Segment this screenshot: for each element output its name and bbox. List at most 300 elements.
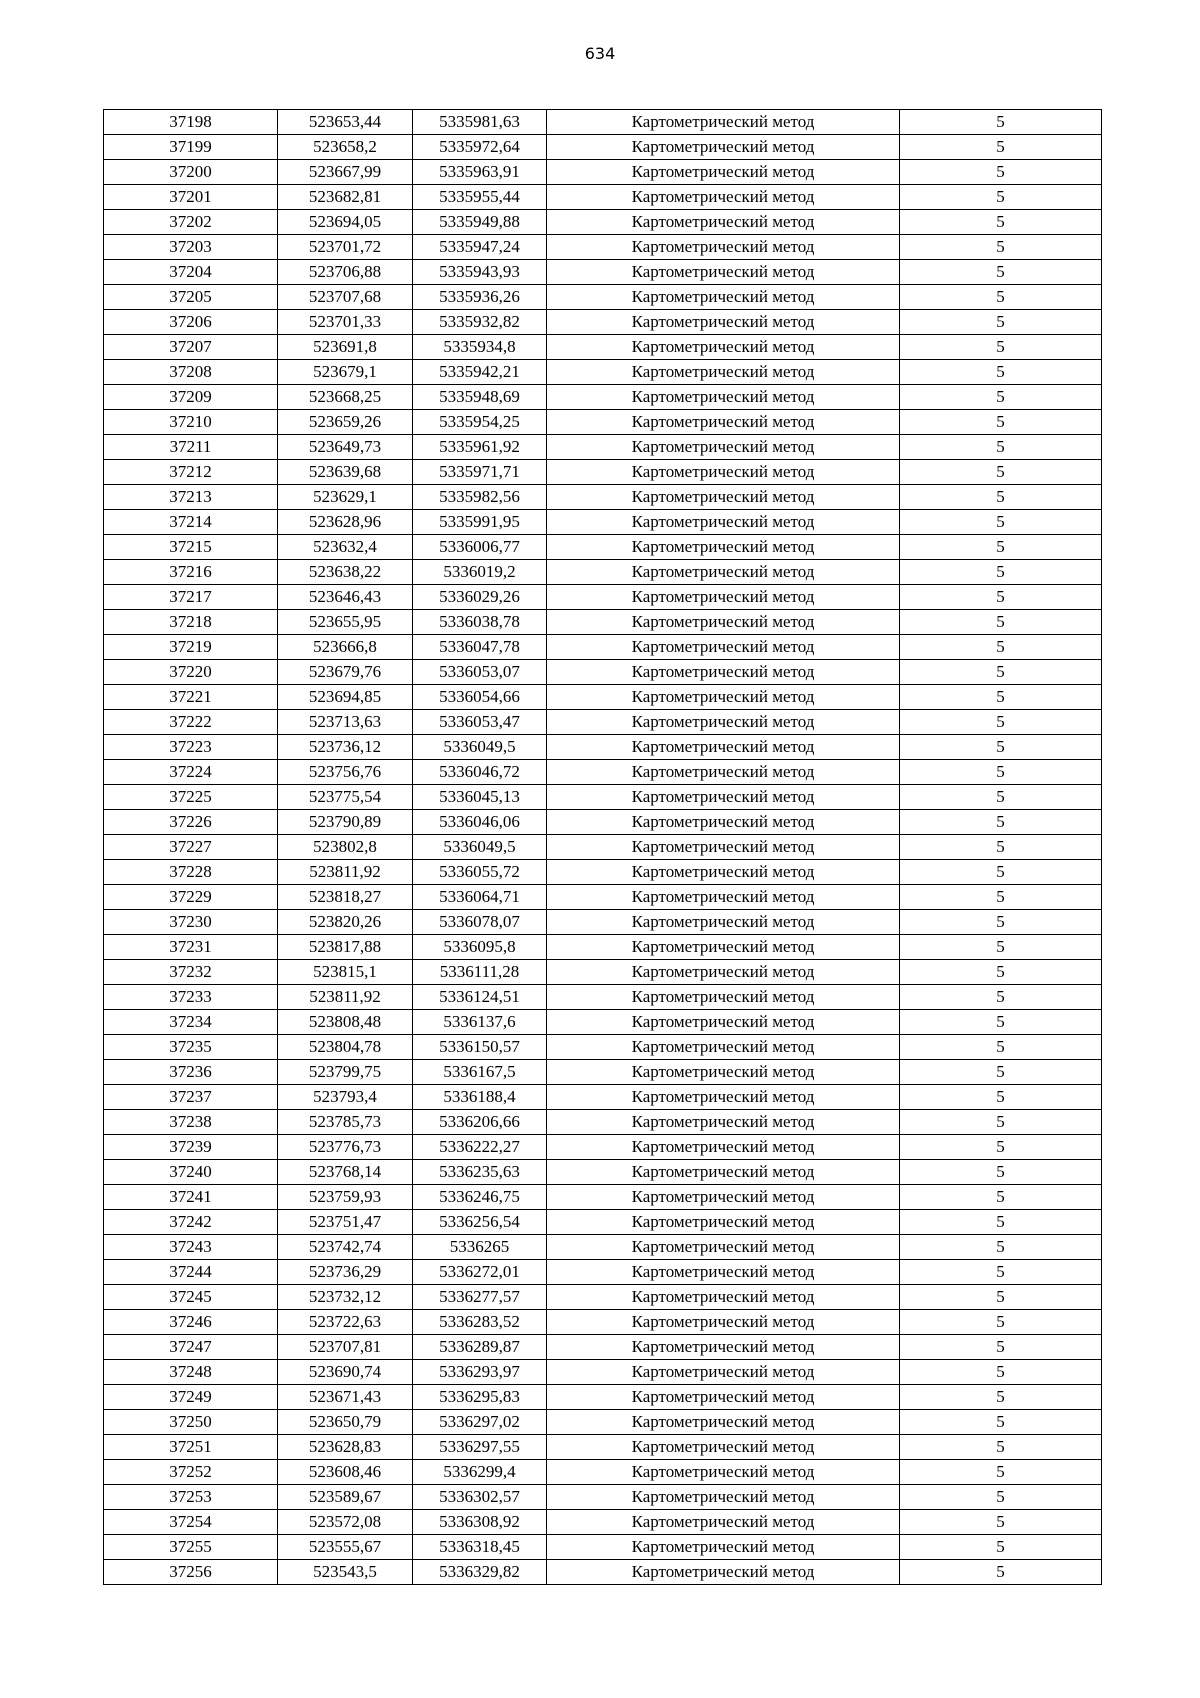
point-number-cell: 37233	[104, 985, 278, 1010]
accuracy-cell: 5	[900, 1235, 1102, 1260]
accuracy-cell: 5	[900, 310, 1102, 335]
table-row	[104, 1210, 1102, 1235]
method-cell: Картометрический метод	[547, 1060, 900, 1085]
y-coordinate-cell: 5336045,13	[413, 785, 547, 810]
y-coordinate-cell: 5336318,45	[413, 1535, 547, 1560]
point-number-cell: 37231	[104, 935, 278, 960]
y-coordinate-cell: 5335943,93	[413, 260, 547, 285]
accuracy-cell: 5	[900, 1260, 1102, 1285]
x-coordinate-cell: 523768,14	[278, 1160, 413, 1185]
accuracy-cell: 5	[900, 685, 1102, 710]
y-coordinate-cell: 5335991,95	[413, 510, 547, 535]
accuracy-cell: 5	[900, 1135, 1102, 1160]
point-number-cell: 37212	[104, 460, 278, 485]
table-row	[104, 560, 1102, 585]
y-coordinate-cell: 5336006,77	[413, 535, 547, 560]
x-coordinate-cell: 523543,5	[278, 1560, 413, 1585]
y-coordinate-cell: 5336299,4	[413, 1460, 547, 1485]
method-cell: Картометрический метод	[547, 910, 900, 935]
accuracy-cell: 5	[900, 360, 1102, 385]
method-cell: Картометрический метод	[547, 1210, 900, 1235]
point-number-cell: 37203	[104, 235, 278, 260]
method-cell: Картометрический метод	[547, 985, 900, 1010]
accuracy-cell: 5	[900, 910, 1102, 935]
table-row	[104, 1435, 1102, 1460]
accuracy-cell: 5	[900, 885, 1102, 910]
table-row	[104, 760, 1102, 785]
x-coordinate-cell: 523659,26	[278, 410, 413, 435]
accuracy-cell: 5	[900, 285, 1102, 310]
y-coordinate-cell: 5335981,63	[413, 110, 547, 135]
x-coordinate-cell: 523629,1	[278, 485, 413, 510]
y-coordinate-cell: 5336246,75	[413, 1185, 547, 1210]
point-number-cell: 37232	[104, 960, 278, 985]
table-row	[104, 1335, 1102, 1360]
method-cell: Картометрический метод	[547, 1185, 900, 1210]
method-cell: Картометрический метод	[547, 685, 900, 710]
y-coordinate-cell: 5336124,51	[413, 985, 547, 1010]
table-row	[104, 1035, 1102, 1060]
x-coordinate-cell: 523666,8	[278, 635, 413, 660]
accuracy-cell: 5	[900, 810, 1102, 835]
point-number-cell: 37219	[104, 635, 278, 660]
y-coordinate-cell: 5335932,82	[413, 310, 547, 335]
x-coordinate-cell: 523671,43	[278, 1385, 413, 1410]
table-row	[104, 860, 1102, 885]
point-number-cell: 37199	[104, 135, 278, 160]
y-coordinate-cell: 5336188,4	[413, 1085, 547, 1110]
accuracy-cell: 5	[900, 235, 1102, 260]
table-row	[104, 1485, 1102, 1510]
method-cell: Картометрический метод	[547, 1560, 900, 1585]
y-coordinate-cell: 5335949,88	[413, 210, 547, 235]
point-number-cell: 37243	[104, 1235, 278, 1260]
y-coordinate-cell: 5336222,27	[413, 1135, 547, 1160]
accuracy-cell: 5	[900, 710, 1102, 735]
point-number-cell: 37216	[104, 560, 278, 585]
table-row	[104, 960, 1102, 985]
method-cell: Картометрический метод	[547, 1110, 900, 1135]
point-number-cell: 37248	[104, 1360, 278, 1385]
method-cell: Картометрический метод	[547, 1010, 900, 1035]
x-coordinate-cell: 523790,89	[278, 810, 413, 835]
table-row	[104, 360, 1102, 385]
point-number-cell: 37211	[104, 435, 278, 460]
point-number-cell: 37204	[104, 260, 278, 285]
y-coordinate-cell: 5336137,6	[413, 1010, 547, 1035]
x-coordinate-cell: 523751,47	[278, 1210, 413, 1235]
accuracy-cell: 5	[900, 1310, 1102, 1335]
accuracy-cell: 5	[900, 510, 1102, 535]
table-row	[104, 260, 1102, 285]
point-number-cell: 37207	[104, 335, 278, 360]
point-number-cell: 37239	[104, 1135, 278, 1160]
x-coordinate-cell: 523650,79	[278, 1410, 413, 1435]
table-row	[104, 1110, 1102, 1135]
method-cell: Картометрический метод	[547, 760, 900, 785]
method-cell: Картометрический метод	[547, 585, 900, 610]
method-cell: Картометрический метод	[547, 735, 900, 760]
method-cell: Картометрический метод	[547, 610, 900, 635]
point-number-cell: 37202	[104, 210, 278, 235]
table-row	[104, 1185, 1102, 1210]
x-coordinate-cell: 523707,68	[278, 285, 413, 310]
accuracy-cell: 5	[900, 1360, 1102, 1385]
method-cell: Картометрический метод	[547, 435, 900, 460]
method-cell: Картометрический метод	[547, 710, 900, 735]
table-row	[104, 660, 1102, 685]
point-number-cell: 37205	[104, 285, 278, 310]
method-cell: Картометрический метод	[547, 635, 900, 660]
accuracy-cell: 5	[900, 210, 1102, 235]
y-coordinate-cell: 5336272,01	[413, 1260, 547, 1285]
accuracy-cell: 5	[900, 1285, 1102, 1310]
accuracy-cell: 5	[900, 460, 1102, 485]
table-row	[104, 1310, 1102, 1335]
y-coordinate-cell: 5336289,87	[413, 1335, 547, 1360]
table-row	[104, 535, 1102, 560]
point-number-cell: 37244	[104, 1260, 278, 1285]
y-coordinate-cell: 5336295,83	[413, 1385, 547, 1410]
y-coordinate-cell: 5336206,66	[413, 1110, 547, 1135]
table-row	[104, 410, 1102, 435]
x-coordinate-cell: 523804,78	[278, 1035, 413, 1060]
x-coordinate-cell: 523736,12	[278, 735, 413, 760]
point-number-cell: 37228	[104, 860, 278, 885]
y-coordinate-cell: 5336150,57	[413, 1035, 547, 1060]
point-number-cell: 37246	[104, 1310, 278, 1335]
x-coordinate-cell: 523759,93	[278, 1185, 413, 1210]
point-number-cell: 37245	[104, 1285, 278, 1310]
table-row	[104, 210, 1102, 235]
point-number-cell: 37241	[104, 1185, 278, 1210]
accuracy-cell: 5	[900, 385, 1102, 410]
table-row	[104, 635, 1102, 660]
method-cell: Картометрический метод	[547, 835, 900, 860]
table-row	[104, 935, 1102, 960]
table-row	[104, 1135, 1102, 1160]
point-number-cell: 37224	[104, 760, 278, 785]
method-cell: Картометрический метод	[547, 1510, 900, 1535]
x-coordinate-cell: 523713,63	[278, 710, 413, 735]
y-coordinate-cell: 5336283,52	[413, 1310, 547, 1335]
table-row	[104, 510, 1102, 535]
accuracy-cell: 5	[900, 860, 1102, 885]
table-row	[104, 460, 1102, 485]
method-cell: Картометрический метод	[547, 385, 900, 410]
method-cell: Картометрический метод	[547, 660, 900, 685]
method-cell: Картометрический метод	[547, 485, 900, 510]
point-number-cell: 37213	[104, 485, 278, 510]
method-cell: Картометрический метод	[547, 410, 900, 435]
accuracy-cell: 5	[900, 1485, 1102, 1510]
x-coordinate-cell: 523701,72	[278, 235, 413, 260]
x-coordinate-cell: 523722,63	[278, 1310, 413, 1335]
point-number-cell: 37237	[104, 1085, 278, 1110]
point-number-cell: 37208	[104, 360, 278, 385]
y-coordinate-cell: 5336049,5	[413, 835, 547, 860]
table-row	[104, 910, 1102, 935]
x-coordinate-cell: 523799,75	[278, 1060, 413, 1085]
point-number-cell: 37209	[104, 385, 278, 410]
method-cell: Картометрический метод	[547, 210, 900, 235]
y-coordinate-cell: 5336046,06	[413, 810, 547, 835]
accuracy-cell: 5	[900, 735, 1102, 760]
y-coordinate-cell: 5336046,72	[413, 760, 547, 785]
table-row	[104, 160, 1102, 185]
x-coordinate-cell: 523628,83	[278, 1435, 413, 1460]
table-row	[104, 1385, 1102, 1410]
point-number-cell: 37200	[104, 160, 278, 185]
x-coordinate-cell: 523820,26	[278, 910, 413, 935]
point-number-cell: 37247	[104, 1335, 278, 1360]
table-row	[104, 235, 1102, 260]
table-row	[104, 810, 1102, 835]
point-number-cell: 37198	[104, 110, 278, 135]
y-coordinate-cell: 5335936,26	[413, 285, 547, 310]
method-cell: Картометрический метод	[547, 1035, 900, 1060]
point-number-cell: 37210	[104, 410, 278, 435]
x-coordinate-cell: 523694,85	[278, 685, 413, 710]
x-coordinate-cell: 523691,8	[278, 335, 413, 360]
accuracy-cell: 5	[900, 1085, 1102, 1110]
accuracy-cell: 5	[900, 535, 1102, 560]
x-coordinate-cell: 523589,67	[278, 1485, 413, 1510]
table-row	[104, 1085, 1102, 1110]
point-number-cell: 37250	[104, 1410, 278, 1435]
y-coordinate-cell: 5336054,66	[413, 685, 547, 710]
table-row	[104, 1060, 1102, 1085]
point-number-cell: 37256	[104, 1560, 278, 1585]
point-number-cell: 37234	[104, 1010, 278, 1035]
x-coordinate-cell: 523653,44	[278, 110, 413, 135]
table-row	[104, 435, 1102, 460]
method-cell: Картометрический метод	[547, 935, 900, 960]
point-number-cell: 37217	[104, 585, 278, 610]
method-cell: Картометрический метод	[547, 560, 900, 585]
table-row	[104, 785, 1102, 810]
accuracy-cell: 5	[900, 1185, 1102, 1210]
x-coordinate-cell: 523572,08	[278, 1510, 413, 1535]
point-number-cell: 37236	[104, 1060, 278, 1085]
x-coordinate-cell: 523679,76	[278, 660, 413, 685]
table-row	[104, 385, 1102, 410]
point-number-cell: 37254	[104, 1510, 278, 1535]
accuracy-cell: 5	[900, 160, 1102, 185]
table-row	[104, 685, 1102, 710]
method-cell: Картометрический метод	[547, 1485, 900, 1510]
x-coordinate-cell: 523775,54	[278, 785, 413, 810]
table-row	[104, 710, 1102, 735]
method-cell: Картометрический метод	[547, 110, 900, 135]
x-coordinate-cell: 523756,76	[278, 760, 413, 785]
x-coordinate-cell: 523655,95	[278, 610, 413, 635]
accuracy-cell: 5	[900, 1035, 1102, 1060]
method-cell: Картометрический метод	[547, 1360, 900, 1385]
method-cell: Картометрический метод	[547, 1310, 900, 1335]
accuracy-cell: 5	[900, 610, 1102, 635]
method-cell: Картометрический метод	[547, 260, 900, 285]
point-number-cell: 37218	[104, 610, 278, 635]
y-coordinate-cell: 5336111,28	[413, 960, 547, 985]
method-cell: Картометрический метод	[547, 510, 900, 535]
x-coordinate-cell: 523785,73	[278, 1110, 413, 1135]
point-number-cell: 37222	[104, 710, 278, 735]
point-number-cell: 37242	[104, 1210, 278, 1235]
accuracy-cell: 5	[900, 185, 1102, 210]
accuracy-cell: 5	[900, 835, 1102, 860]
point-number-cell: 37206	[104, 310, 278, 335]
x-coordinate-cell: 523679,1	[278, 360, 413, 385]
method-cell: Картометрический метод	[547, 285, 900, 310]
x-coordinate-cell: 523707,81	[278, 1335, 413, 1360]
x-coordinate-cell: 523736,29	[278, 1260, 413, 1285]
accuracy-cell: 5	[900, 335, 1102, 360]
point-number-cell: 37214	[104, 510, 278, 535]
y-coordinate-cell: 5336055,72	[413, 860, 547, 885]
point-number-cell: 37227	[104, 835, 278, 860]
method-cell: Картометрический метод	[547, 1135, 900, 1160]
point-number-cell: 37226	[104, 810, 278, 835]
method-cell: Картометрический метод	[547, 1535, 900, 1560]
table-row	[104, 1410, 1102, 1435]
y-coordinate-cell: 5335971,71	[413, 460, 547, 485]
y-coordinate-cell: 5335954,25	[413, 410, 547, 435]
y-coordinate-cell: 5335961,92	[413, 435, 547, 460]
y-coordinate-cell: 5335955,44	[413, 185, 547, 210]
y-coordinate-cell: 5336095,8	[413, 935, 547, 960]
accuracy-cell: 5	[900, 1410, 1102, 1435]
x-coordinate-cell: 523649,73	[278, 435, 413, 460]
accuracy-cell: 5	[900, 485, 1102, 510]
accuracy-cell: 5	[900, 1160, 1102, 1185]
method-cell: Картометрический метод	[547, 1085, 900, 1110]
y-coordinate-cell: 5336049,5	[413, 735, 547, 760]
table-row	[104, 1360, 1102, 1385]
y-coordinate-cell: 5336297,55	[413, 1435, 547, 1460]
method-cell: Картометрический метод	[547, 535, 900, 560]
table-row	[104, 335, 1102, 360]
method-cell: Картометрический метод	[547, 310, 900, 335]
accuracy-cell: 5	[900, 985, 1102, 1010]
point-number-cell: 37235	[104, 1035, 278, 1060]
y-coordinate-cell: 5335934,8	[413, 335, 547, 360]
x-coordinate-cell: 523658,2	[278, 135, 413, 160]
x-coordinate-cell: 523632,4	[278, 535, 413, 560]
accuracy-cell: 5	[900, 760, 1102, 785]
method-cell: Картометрический метод	[547, 1260, 900, 1285]
x-coordinate-cell: 523811,92	[278, 860, 413, 885]
y-coordinate-cell: 5336047,78	[413, 635, 547, 660]
x-coordinate-cell: 523639,68	[278, 460, 413, 485]
x-coordinate-cell: 523638,22	[278, 560, 413, 585]
table-row	[104, 135, 1102, 160]
y-coordinate-cell: 5335972,64	[413, 135, 547, 160]
table-row	[104, 1285, 1102, 1310]
point-number-cell: 37238	[104, 1110, 278, 1135]
x-coordinate-cell: 523776,73	[278, 1135, 413, 1160]
y-coordinate-cell: 5336265	[413, 1235, 547, 1260]
y-coordinate-cell: 5336053,07	[413, 660, 547, 685]
accuracy-cell: 5	[900, 1060, 1102, 1085]
method-cell: Картометрический метод	[547, 885, 900, 910]
method-cell: Картометрический метод	[547, 135, 900, 160]
table-row	[104, 1510, 1102, 1535]
accuracy-cell: 5	[900, 960, 1102, 985]
accuracy-cell: 5	[900, 1110, 1102, 1135]
page-number: 634	[584, 44, 616, 63]
accuracy-cell: 5	[900, 1510, 1102, 1535]
coordinates-table-body	[104, 110, 1102, 1585]
table-row	[104, 585, 1102, 610]
y-coordinate-cell: 5336167,5	[413, 1060, 547, 1085]
accuracy-cell: 5	[900, 1010, 1102, 1035]
method-cell: Картометрический метод	[547, 1460, 900, 1485]
y-coordinate-cell: 5336053,47	[413, 710, 547, 735]
accuracy-cell: 5	[900, 260, 1102, 285]
point-number-cell: 37220	[104, 660, 278, 685]
x-coordinate-cell: 523706,88	[278, 260, 413, 285]
x-coordinate-cell: 523802,8	[278, 835, 413, 860]
method-cell: Картометрический метод	[547, 185, 900, 210]
point-number-cell: 37229	[104, 885, 278, 910]
point-number-cell: 37225	[104, 785, 278, 810]
accuracy-cell: 5	[900, 135, 1102, 160]
method-cell: Картометрический метод	[547, 360, 900, 385]
accuracy-cell: 5	[900, 1435, 1102, 1460]
x-coordinate-cell: 523646,43	[278, 585, 413, 610]
y-coordinate-cell: 5336235,63	[413, 1160, 547, 1185]
x-coordinate-cell: 523701,33	[278, 310, 413, 335]
y-coordinate-cell: 5335948,69	[413, 385, 547, 410]
y-coordinate-cell: 5335963,91	[413, 160, 547, 185]
y-coordinate-cell: 5336277,57	[413, 1285, 547, 1310]
method-cell: Картометрический метод	[547, 460, 900, 485]
y-coordinate-cell: 5336302,57	[413, 1485, 547, 1510]
accuracy-cell: 5	[900, 660, 1102, 685]
point-number-cell: 37230	[104, 910, 278, 935]
x-coordinate-cell: 523808,48	[278, 1010, 413, 1035]
method-cell: Картометрический метод	[547, 335, 900, 360]
point-number-cell: 37215	[104, 535, 278, 560]
y-coordinate-cell: 5336297,02	[413, 1410, 547, 1435]
point-number-cell: 37249	[104, 1385, 278, 1410]
x-coordinate-cell: 523628,96	[278, 510, 413, 535]
x-coordinate-cell: 523811,92	[278, 985, 413, 1010]
accuracy-cell: 5	[900, 1385, 1102, 1410]
x-coordinate-cell: 523667,99	[278, 160, 413, 185]
accuracy-cell: 5	[900, 1335, 1102, 1360]
method-cell: Картометрический метод	[547, 1285, 900, 1310]
x-coordinate-cell: 523694,05	[278, 210, 413, 235]
x-coordinate-cell: 523682,81	[278, 185, 413, 210]
accuracy-cell: 5	[900, 410, 1102, 435]
accuracy-cell: 5	[900, 785, 1102, 810]
x-coordinate-cell: 523732,12	[278, 1285, 413, 1310]
point-number-cell: 37253	[104, 1485, 278, 1510]
y-coordinate-cell: 5336038,78	[413, 610, 547, 635]
x-coordinate-cell: 523742,74	[278, 1235, 413, 1260]
x-coordinate-cell: 523555,67	[278, 1535, 413, 1560]
table-row	[104, 1260, 1102, 1285]
method-cell: Картометрический метод	[547, 1235, 900, 1260]
table-row	[104, 885, 1102, 910]
method-cell: Картометрический метод	[547, 1435, 900, 1460]
table-row	[104, 1535, 1102, 1560]
method-cell: Картометрический метод	[547, 1410, 900, 1435]
y-coordinate-cell: 5336078,07	[413, 910, 547, 935]
table-row	[104, 185, 1102, 210]
